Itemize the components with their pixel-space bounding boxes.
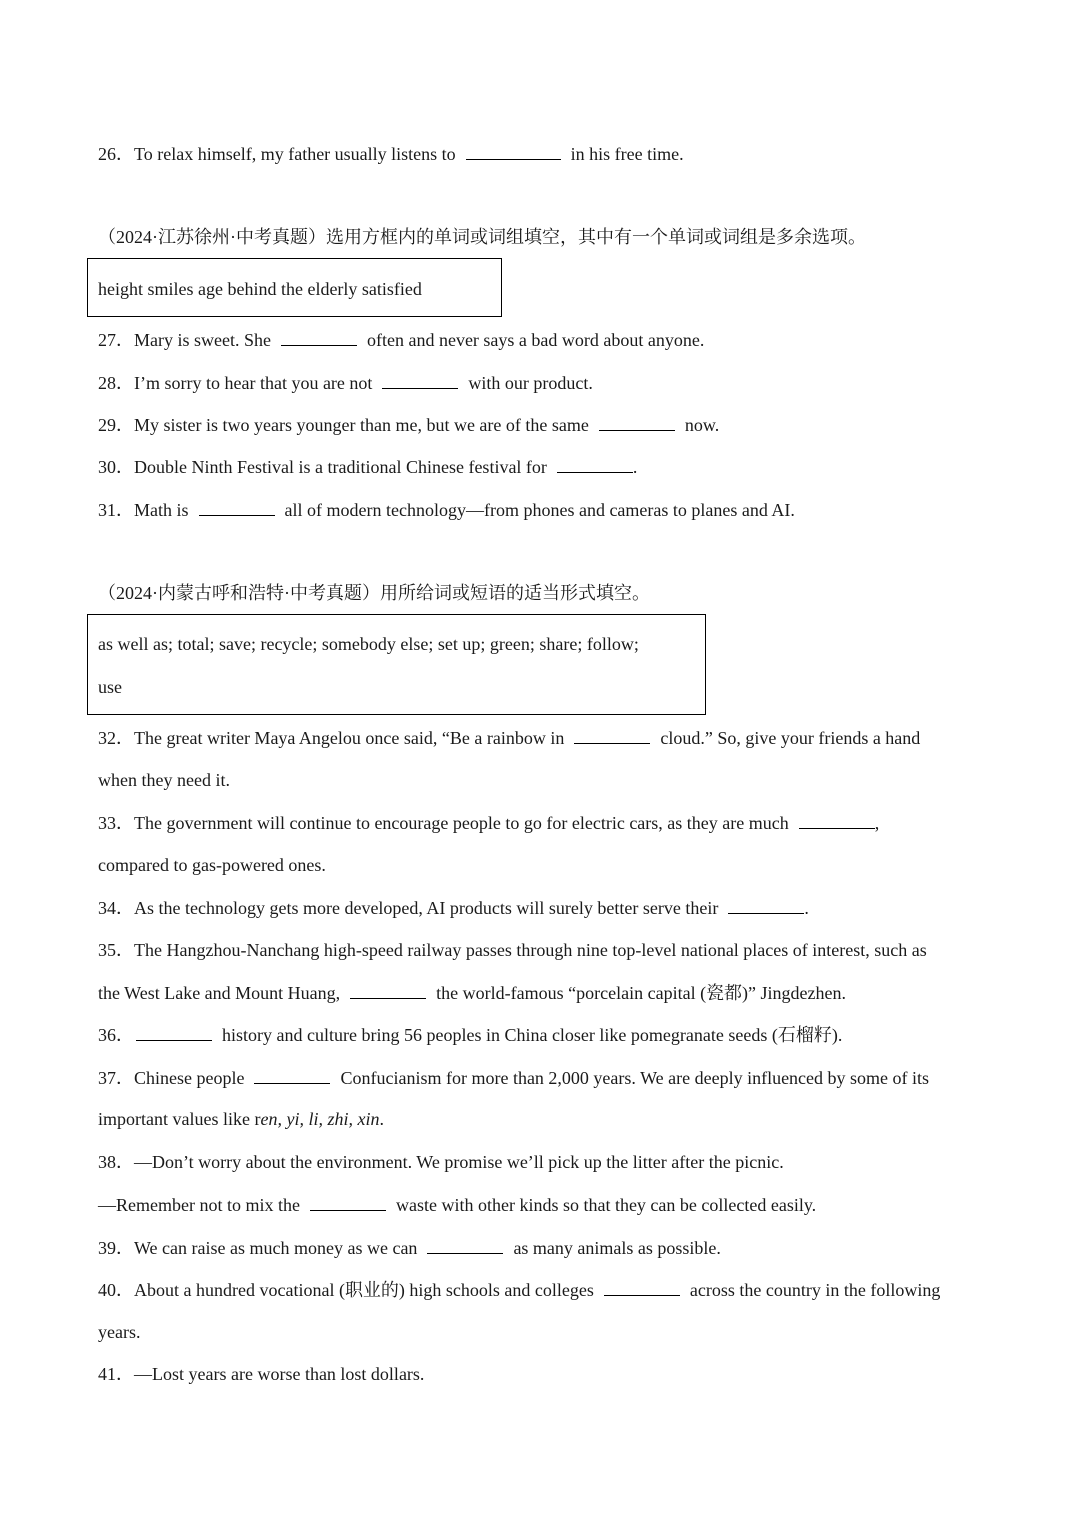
- question-number: 27．: [98, 330, 134, 350]
- question-37-continued: [98, 1107, 384, 1131]
- answer-blank[interactable]: [799, 810, 875, 829]
- question-31: [98, 497, 795, 522]
- answer-blank[interactable]: [136, 1022, 212, 1041]
- answer-blank[interactable]: [599, 412, 675, 431]
- question-text: .: [379, 1109, 384, 1129]
- question-text: all of modern technology—from phones and cameras to planes and AI.: [284, 500, 795, 520]
- question-number: 28．: [98, 373, 134, 393]
- question-text: —Remember not to mix the: [98, 1195, 300, 1215]
- question-text: —Lost years are worse than lost dollars.: [134, 1364, 425, 1384]
- question-text: Math is: [134, 500, 189, 520]
- word-bank-box: [87, 614, 706, 715]
- answer-blank[interactable]: [574, 725, 650, 744]
- question-number: 38．: [98, 1152, 134, 1172]
- question-38-continued: [98, 1192, 816, 1217]
- question-text: with our product.: [468, 373, 593, 393]
- section-header-xuzhou: （2024·江苏徐州·中考真题）选用方框内的单词或词组填空，其中有一个单词或词组是多余选项。: [98, 227, 866, 247]
- question-text: often and never says a bad word about anyone.: [366, 330, 705, 350]
- question-number: 26．: [98, 144, 134, 164]
- word-bank-text: use: [98, 677, 122, 697]
- question-number: 37．: [98, 1068, 134, 1088]
- answer-blank[interactable]: [281, 327, 357, 346]
- question-number: 32．: [98, 728, 134, 748]
- question-text: Chinese people: [134, 1068, 245, 1088]
- word-bank-text: as well as; total; save; recycle; somebody else; set up; green; share; follow;: [98, 634, 639, 654]
- answer-blank[interactable]: [427, 1235, 503, 1254]
- section-header-hohhot: （2024·内蒙古呼和浩特·中考真题）用所给词或短语的适当形式填空。: [98, 583, 650, 603]
- answer-blank[interactable]: [382, 370, 458, 389]
- question-32-continued: when they need it.: [98, 770, 230, 790]
- question-number: 29．: [98, 415, 134, 435]
- question-39: [98, 1235, 721, 1260]
- word-bank-text: height smiles age behind the elderly satisfied: [98, 279, 422, 299]
- question-text: My sister is two years younger than me, but we are of the same: [134, 415, 589, 435]
- question-number: 33．: [98, 813, 134, 833]
- question-text: Confucianism for more than 2,000 years. We are deeply influenced by some of its: [340, 1068, 930, 1088]
- question-text: .: [632, 457, 638, 477]
- question-text: Mary is sweet. She: [134, 330, 271, 350]
- answer-blank[interactable]: [604, 1277, 680, 1296]
- question-34: [98, 895, 809, 920]
- question-text: ,: [874, 813, 880, 833]
- question-35-continued: [98, 980, 846, 1005]
- answer-blank[interactable]: [728, 895, 804, 914]
- question-text: the world-famous “porcelain capital (瓷都)” Jingdezhen.: [436, 983, 847, 1003]
- answer-blank[interactable]: [199, 497, 275, 516]
- question-text: About a hundred vocational (职业的) high schools and colleges: [134, 1280, 594, 1300]
- question-text: As the technology gets more developed, AI products will surely better serve their: [134, 898, 719, 918]
- question-27: [98, 327, 704, 352]
- question-number: 35．: [98, 940, 134, 960]
- question-number: 39．: [98, 1238, 134, 1258]
- question-text: The great writer Maya Angelou once said, “Be a rainbow in: [134, 728, 565, 748]
- question-number: 36．: [98, 1025, 134, 1045]
- answer-blank[interactable]: [254, 1065, 330, 1084]
- question-40: [98, 1277, 940, 1302]
- question-30: [98, 454, 637, 479]
- question-33-continued: compared to gas-powered ones.: [98, 855, 326, 875]
- answer-blank[interactable]: [557, 454, 633, 473]
- question-29: [98, 412, 719, 437]
- question-text: .: [804, 898, 809, 918]
- question-number: 41．: [98, 1364, 134, 1384]
- question-35: [98, 938, 927, 962]
- question-text: The Hangzhou-Nanchang high-speed railway passes through nine top-level national places of interest, such as: [134, 940, 927, 960]
- word-bank-box: [87, 258, 502, 317]
- question-text: across the country in the following: [689, 1280, 941, 1300]
- question-38: [98, 1150, 784, 1174]
- question-text: now.: [684, 415, 720, 435]
- answer-blank[interactable]: [466, 141, 561, 160]
- question-28: [98, 370, 593, 395]
- question-41: [98, 1362, 424, 1386]
- question-text: waste with other kinds so that they can be collected easily.: [395, 1195, 817, 1215]
- question-37: [98, 1065, 929, 1090]
- question-number: 31．: [98, 500, 134, 520]
- question-text: the West Lake and Mount Huang,: [98, 983, 341, 1003]
- answer-blank[interactable]: [310, 1192, 386, 1211]
- question-text: I’m sorry to hear that you are not: [134, 373, 373, 393]
- question-text: Double Ninth Festival is a traditional Chinese festival for: [134, 457, 547, 477]
- question-32: [98, 725, 920, 750]
- question-33: [98, 810, 879, 835]
- question-number: 34．: [98, 898, 134, 918]
- question-number: 30．: [98, 457, 134, 477]
- question-36: [98, 1022, 842, 1047]
- question-text: —Don’t worry about the environment. We promise we’ll pick up the litter after the picnic.: [134, 1152, 784, 1172]
- question-text: history and culture bring 56 peoples in China closer like pomegranate seeds (石榴籽).: [222, 1025, 843, 1045]
- question-text: important values like r: [98, 1109, 261, 1129]
- answer-blank[interactable]: [350, 980, 426, 999]
- question-text: We can raise as much money as we can: [134, 1238, 418, 1258]
- question-text: as many animals as possible.: [513, 1238, 721, 1258]
- question-text: in his free time.: [570, 144, 684, 164]
- question-number: 40．: [98, 1280, 134, 1300]
- question-text: cloud.” So, give your friends a hand: [660, 728, 921, 748]
- question-40-continued: years.: [98, 1322, 141, 1342]
- question-text: To relax himself, my father usually listens to: [134, 144, 456, 164]
- question-26: [98, 141, 684, 166]
- pinyin-values: en, yi, li, zhi, xin: [260, 1109, 380, 1129]
- question-text: The government will continue to encourage people to go for electric cars, as they are much: [134, 813, 789, 833]
